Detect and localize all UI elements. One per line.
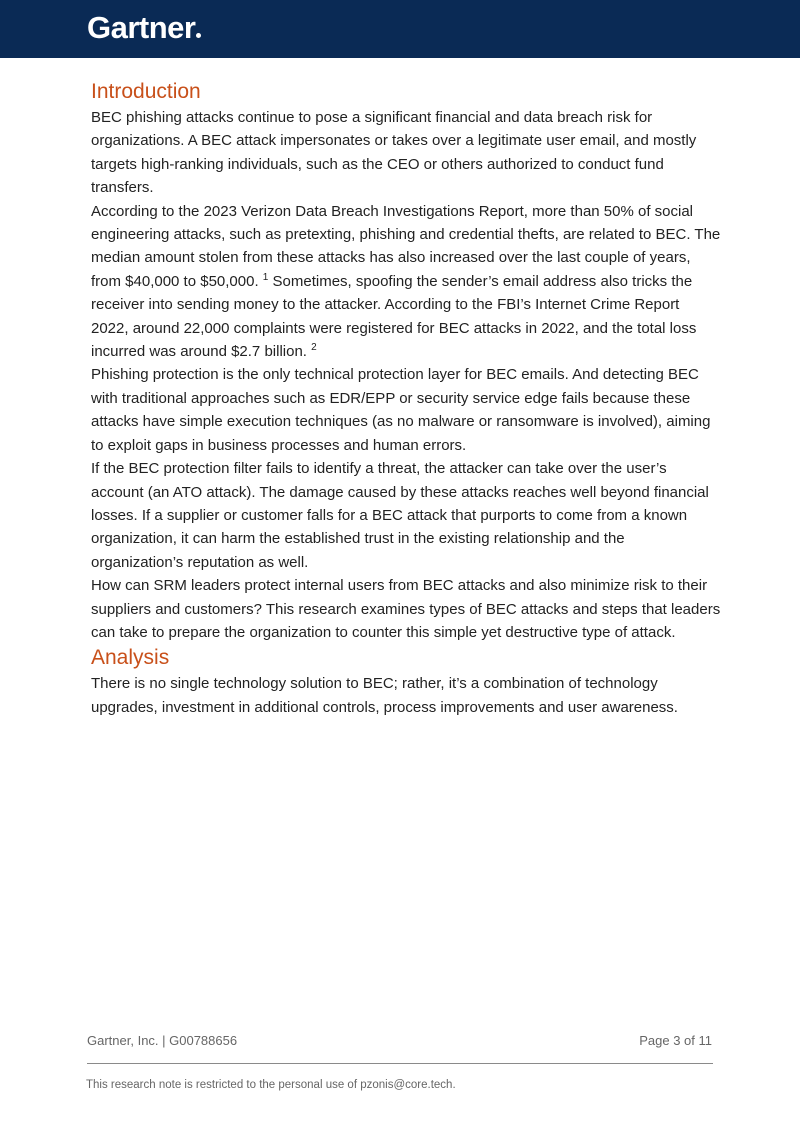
logo-text: Gartner: [87, 10, 196, 45]
intro-paragraph-4: If the BEC protection filter fails to identify a threat, the attacker can take over the user’s account (an ATO attack). The damage caused by these attacks reaches well beyond financial losses. If a supplier or customer falls for a BEC attack that purports to come from a known organization, it can harm the established trust in the existing relationship and the organization’s reputation as well.: [91, 460, 709, 571]
analysis-heading: Analysis: [91, 646, 170, 670]
intro-paragraph-1: BEC phishing attacks continue to pose a significant financial and data breach risk for organizations. A BEC attack impersonates or takes over a legitimate user email, and mostly targets high-ranking individuals, such as the CEO or others authorized to conduct fund transfers.: [91, 109, 697, 197]
footnote-2-link[interactable]: 2: [311, 342, 317, 354]
header-bar: [0, 0, 800, 58]
document-body: [91, 78, 721, 719]
intro-paragraph-3: Phishing protection is the only technical protection layer for BEC emails. And detecting BEC with traditional approaches such as EDR/EPP or security service edge fails because these attacks have simple execution techniques (as no malware or ransomware is involved), aiming to exploit gaps in business processes and human errors.: [91, 366, 711, 454]
footer-divider: [87, 1063, 713, 1064]
intro-paragraph-2: [91, 200, 721, 364]
gartner-logo: [87, 8, 201, 48]
footer-document-id: Gartner, Inc. | G00788656: [87, 1033, 238, 1048]
logo-dot-icon: [196, 33, 201, 38]
analysis-paragraph-1: There is no single technology solution to BEC; rather, it’s a combination of technology upgrades, investment in additional controls, process improvements and user awareness.: [91, 675, 678, 716]
footer-page-number: Page 3 of 11: [639, 1033, 712, 1048]
intro-paragraph-2-part-a: According to the 2023 Verizon Data Breach Investigations Report, more than 50% of social engineering attacks, such as pretexting, phishing and credential thefts, are related to BEC. The median amount stolen from these attacks has also increased over the last couple of years, from $40,000 to $50,000.: [91, 202, 721, 290]
intro-paragraph-5: How can SRM leaders protect internal users from BEC attacks and also minimize risk to their suppliers and customers? This research examines types of BEC attacks and steps that leaders can take to prepare the organization to counter this simple yet destructive type of attack.: [91, 577, 721, 641]
introduction-heading: Introduction: [91, 80, 201, 103]
footnote-1-link[interactable]: 1: [262, 271, 269, 283]
restriction-notice: This research note is restricted to the personal use of pzonis@core.tech.: [86, 1079, 456, 1091]
intro-paragraph-2-part-b: Sometimes, spoofing the sender’s email address also tricks the receiver into sending money to the attacker. According to the FBI’s Internet Crime Report 2022, around 22,000 complaints were registered for BEC attacks in 2022, and the total loss incurred was around $2.7 billion.: [91, 272, 697, 361]
